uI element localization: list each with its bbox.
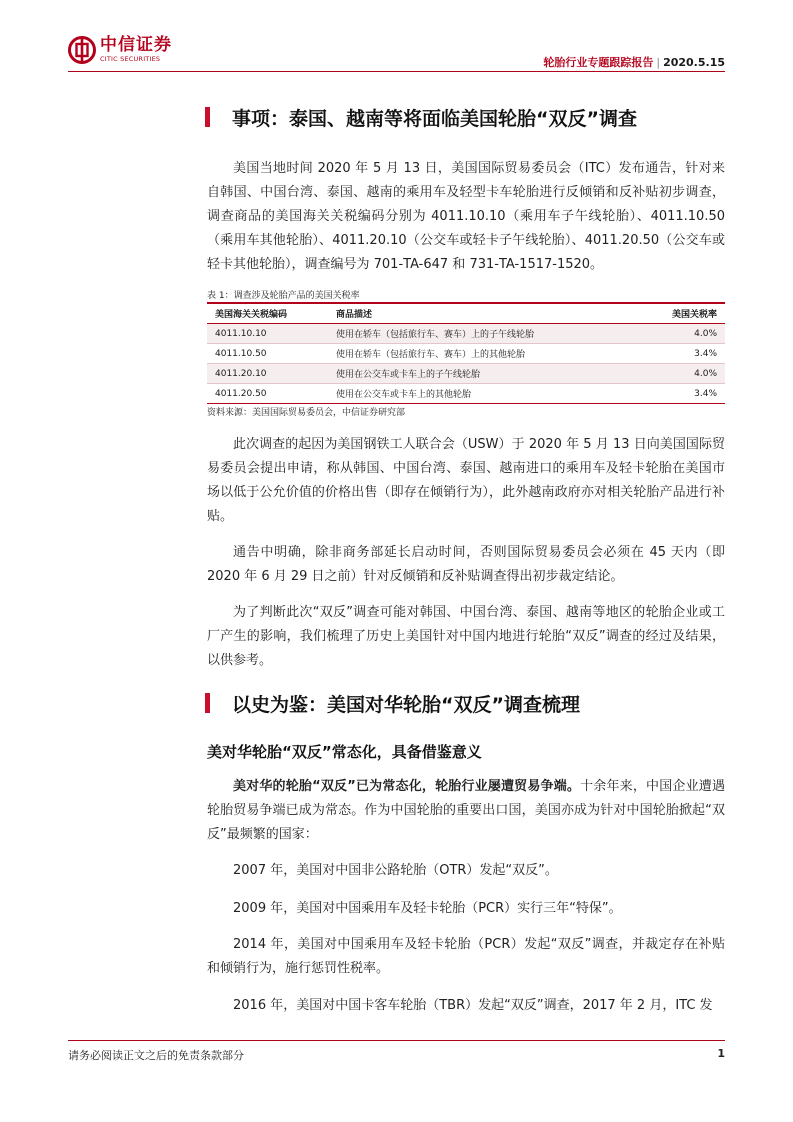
cell-description: 使用在公交车或卡车上的子午线轮胎 bbox=[328, 364, 629, 384]
paragraph-lead bbox=[207, 775, 725, 847]
cell-tariff: 3.4% bbox=[629, 344, 725, 364]
table-source-note: 资料来源：美国国际贸易委员会，中信证券研究部 bbox=[207, 408, 406, 418]
section-heading-history: 以史为鉴：美国对华轮胎“双反”调查梳理 bbox=[208, 690, 580, 717]
table-row bbox=[207, 324, 725, 344]
cell-code: 4011.20.50 bbox=[207, 384, 328, 404]
logo-name-cn: 中信证券 bbox=[100, 35, 172, 56]
subheading: 美对华轮胎“双反”常态化，具备借鉴意义 bbox=[207, 743, 482, 761]
cell-tariff: 4.0% bbox=[629, 364, 725, 384]
company-logo bbox=[68, 36, 172, 64]
lead-text: 十余年来，中国企业遭遇轮胎贸易争端已成为常态。作为中国轮胎的重要出口国，美国亦成为针对中国轮胎掀起“双反”最频繁的国家： bbox=[207, 779, 725, 842]
list-item-2007: 2007 年，美国对中国非公路轮胎（OTR）发起“双反”。 bbox=[233, 863, 558, 878]
tariff-table bbox=[207, 302, 725, 404]
heading-accent-bar bbox=[205, 693, 210, 713]
list-item-2014: 2014 年，美国对中国乘用车及轻卡轮胎（PCR）发起“双反”调查，并裁定存在补贴和倾销行为，施行惩罚性税率。 bbox=[207, 937, 725, 976]
cell-tariff: 4.0% bbox=[629, 324, 725, 344]
lead-bold-text: 美对华的轮胎“双反”已为常态化，轮胎行业屡遭贸易争端。 bbox=[233, 779, 581, 794]
col-header-description: 商品描述 bbox=[328, 303, 629, 324]
footer-divider bbox=[68, 1040, 725, 1041]
page-number: 1 bbox=[717, 1047, 725, 1060]
table-header-row bbox=[207, 303, 725, 324]
table-row bbox=[207, 364, 725, 384]
cell-description: 使用在公交车或卡车上的其他轮胎 bbox=[328, 384, 629, 404]
cell-code: 4011.10.10 bbox=[207, 324, 328, 344]
table-row bbox=[207, 384, 725, 404]
heading-accent-bar bbox=[205, 107, 210, 127]
footer-disclaimer: 请务必阅读正文之后的免责条款部分 bbox=[68, 1049, 244, 1062]
col-header-tariff: 美国关税率 bbox=[629, 303, 725, 324]
col-header-code: 美国海关关税编码 bbox=[207, 303, 328, 324]
cell-description: 使用在轿车（包括旅行车、赛车）上的子午线轮胎 bbox=[328, 324, 629, 344]
table-row bbox=[207, 344, 725, 364]
paragraph-event-summary: 美国当地时间 2020 年 5 月 13 日，美国国际贸易委员会（ITC）发布通告，针对来自韩国、中国台湾、泰国、越南的乘用车及轻型卡车轮胎进行反倾销和反补贴初步调查，调查商品的美国海关关税编码分别为 4011.10.10（乘用车子午线轮胎）、4011.10.50（乘用车其他轮胎）、4011.20.10（公交车或轻卡子午线轮胎）、4011.20.50（公交车或轻卡其他轮胎），调查编号为 701-TA-647 和 731-TA-1517-1520。 bbox=[207, 161, 725, 272]
list-item-2016: 2016 年，美国对中国卡客车轮胎（TBR）发起“双反”调查，2017 年 2 月，ITC 发 bbox=[233, 998, 713, 1013]
cell-code: 4011.20.10 bbox=[207, 364, 328, 384]
table-title: 表 1：调查涉及轮胎产品的美国关税率 bbox=[207, 291, 360, 301]
header-divider bbox=[68, 71, 725, 72]
list-item-2009: 2009 年，美国对中国乘用车及轻卡轮胎（PCR）实行三年“特保”。 bbox=[233, 901, 622, 916]
paragraph-purpose: 为了判断此次“双反”调查可能对韩国、中国台湾、泰国、越南等地区的轮胎企业或工厂产生的影响，我们梳理了历史上美国针对中国内地进行轮胎“双反”调查的经过及结果，以供参考。 bbox=[207, 605, 725, 668]
cell-description: 使用在轿车（包括旅行车、赛车）上的其他轮胎 bbox=[328, 344, 629, 364]
section-heading-event: 事项：泰国、越南等将面临美国轮胎“双反”调查 bbox=[208, 104, 637, 131]
header-separator: | bbox=[656, 56, 661, 69]
report-date: 2020.5.15 bbox=[663, 56, 725, 69]
report-title: 轮胎行业专题跟踪报告 bbox=[543, 56, 654, 69]
paragraph-cause: 此次调查的起因为美国钢铁工人联合会（USW）于 2020 年 5 月 13 日向美国国际贸易委员会提出申请，称从韩国、中国台湾、泰国、越南进口的乘用车及轻卡轮胎在美国市场以低于公允价值的价格出售（即存在倾销行为），此外越南政府亦对相关轮胎产品进行补贴。 bbox=[207, 437, 725, 524]
logo-name-en: CITIC SECURITIES bbox=[100, 55, 161, 64]
report-header-tag bbox=[543, 54, 725, 70]
cell-code: 4011.10.50 bbox=[207, 344, 328, 364]
citic-emblem-icon bbox=[68, 36, 96, 64]
paragraph-timeline: 通告中明确，除非商务部延长启动时间，否则国际贸易委员会必须在 45 天内（即 2020 年 6 月 29 日之前）针对反倾销和反补贴调查得出初步裁定结论。 bbox=[207, 545, 725, 584]
cell-tariff: 3.4% bbox=[629, 384, 725, 404]
